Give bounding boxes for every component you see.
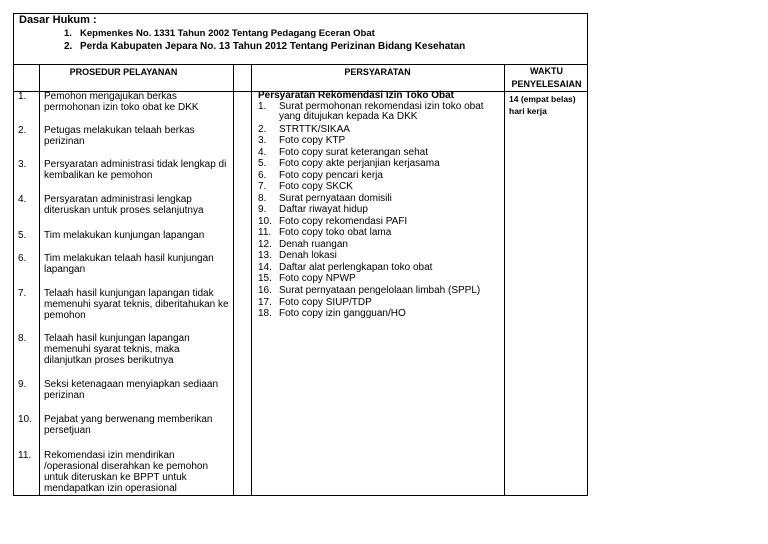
requirement-text: Foto copy KTP (279, 135, 346, 146)
legal-basis-number: 1. (64, 28, 72, 39)
step-text: Persyaratan administrasi tidak lengkap di kembalikan ke pemohon (44, 159, 227, 181)
requirement-text: Foto copy izin gangguan/HO (279, 308, 406, 319)
requirement-text: Foto copy akte perjanjian kerjasama (279, 158, 440, 169)
requirement-text: Foto copy SKCK (279, 181, 353, 192)
service-standard-document (13, 13, 588, 496)
requirement-text: Foto copy surat keterangan sehat (279, 147, 428, 158)
step-number: 10. (18, 414, 32, 425)
legal-basis-item (64, 40, 465, 53)
step-text: Persyaratan administrasi lengkap diteruskan untuk proses selanjutnya (44, 194, 204, 216)
step-text: Telaah hasil kunjungan lapangan memenuhi syarat teknis, maka dilanjutkan proses berikutnya (44, 333, 190, 366)
requirement-number: 9. (258, 204, 267, 215)
legal-basis-item (64, 27, 465, 40)
requirement-number: 6. (258, 170, 267, 181)
requirements-column-divider (504, 65, 505, 495)
requirement-number: 5. (258, 158, 267, 169)
legal-basis-title: Dasar Hukum : (19, 14, 97, 26)
requirement-number: 2. (258, 124, 267, 135)
step-number: 4. (18, 194, 27, 205)
step-number: 3. (18, 159, 27, 170)
header-prosedur: PROSEDUR PELAYANAN (69, 67, 178, 77)
step-number: 1. (18, 91, 27, 102)
completion-time: 14 (empat belas) hari kerja (509, 94, 576, 116)
step-text: Telaah hasil kunjungan lapangan tidak memenuhi syarat teknis, diberitahukan ke pemohon (44, 288, 229, 321)
requirement-number: 10. (258, 216, 272, 227)
step-number: 8. (18, 333, 27, 344)
requirement-number: 18. (258, 308, 272, 319)
requirement-number: 11. (258, 227, 272, 238)
step-number: 2. (18, 125, 27, 136)
requirement-text: STRTTK/SIKAA (279, 124, 350, 135)
step-text: Pemohon mengajukan berkas permohonan izin toko obat ke DKK (44, 91, 199, 113)
legal-basis-text: Perda Kabupaten Jepara No. 13 Tahun 2012 Tentang Perizinan Bidang Kesehatan (80, 41, 466, 52)
requirement-text: Surat permohonan rekomendasi izin toko obat yang ditujukan kepada Ka DKK (279, 101, 484, 122)
requirements-number-divider (251, 65, 252, 495)
requirement-text: Surat pernyataan domisili (279, 193, 392, 204)
requirements-title: Persyaratan Rekomendasi Izin Toko Obat (258, 90, 454, 101)
header-waktu (504, 65, 589, 91)
requirement-text: Foto copy SIUP/TDP (279, 297, 372, 308)
requirement-text: Surat pernyataan pengelolaan limbah (SPPL) (279, 285, 481, 296)
header-waktu-line-1: WAKTU (530, 66, 563, 76)
requirement-number: 14. (258, 262, 272, 273)
step-text: Tim melakukan telaah hasil kunjungan lapangan (44, 253, 214, 275)
requirement-text: Foto copy NPWP (279, 273, 356, 284)
requirement-number: 3. (258, 135, 267, 146)
step-number: 5. (18, 230, 27, 241)
header-persyaratan: PERSYARATAN (344, 67, 411, 77)
requirement-number: 12. (258, 239, 272, 250)
requirement-text: Foto copy pencari kerja (279, 170, 383, 181)
requirement-number: 7. (258, 181, 267, 192)
step-text: Tim melakukan kunjungan lapangan (44, 230, 205, 241)
requirement-number: 1. (258, 101, 267, 112)
requirement-number: 15. (258, 273, 272, 284)
step-text: Pejabat yang berwenang memberikan persetjuan (44, 414, 213, 436)
legal-basis-list (64, 27, 465, 53)
number-column-divider (39, 65, 40, 495)
legal-basis-text: Kepmenkes No. 1331 Tahun 2002 Tentang Pedagang Eceran Obat (80, 28, 375, 39)
requirement-text: Daftar alat perlengkapan toko obat (279, 262, 433, 273)
header-waktu-line-2: PENYELESAIAN (511, 79, 582, 89)
requirement-number: 8. (258, 193, 267, 204)
requirement-text: Foto copy rekomendasi PAFI (279, 216, 408, 227)
legal-basis-number: 2. (64, 41, 73, 52)
procedure-column-divider (233, 65, 234, 495)
step-number: 11. (18, 450, 32, 461)
requirement-text: Denah lokasi (279, 250, 337, 261)
step-number: 9. (18, 379, 27, 390)
requirement-number: 13. (258, 250, 272, 261)
step-text: Petugas melakukan telaah berkas perizinan (44, 125, 195, 147)
step-number: 7. (18, 288, 27, 299)
requirement-number: 16. (258, 285, 272, 296)
legal-basis-section (14, 14, 587, 65)
requirement-text: Foto copy toko obat lama (279, 227, 392, 238)
requirement-number: 17. (258, 297, 272, 308)
step-number: 6. (18, 253, 27, 264)
requirement-number: 4. (258, 147, 267, 158)
requirement-text: Denah ruangan (279, 239, 348, 250)
step-text: Rekomendasi izin mendirikan /operasional diserahkan ke pemohon untuk diteruskan ke BPPT untuk mendapatkan izin operasional (44, 450, 208, 494)
step-text: Seksi ketenagaan menyiapkan sediaan perizinan (44, 379, 219, 401)
requirement-text: Daftar riwayat hidup (279, 204, 368, 215)
